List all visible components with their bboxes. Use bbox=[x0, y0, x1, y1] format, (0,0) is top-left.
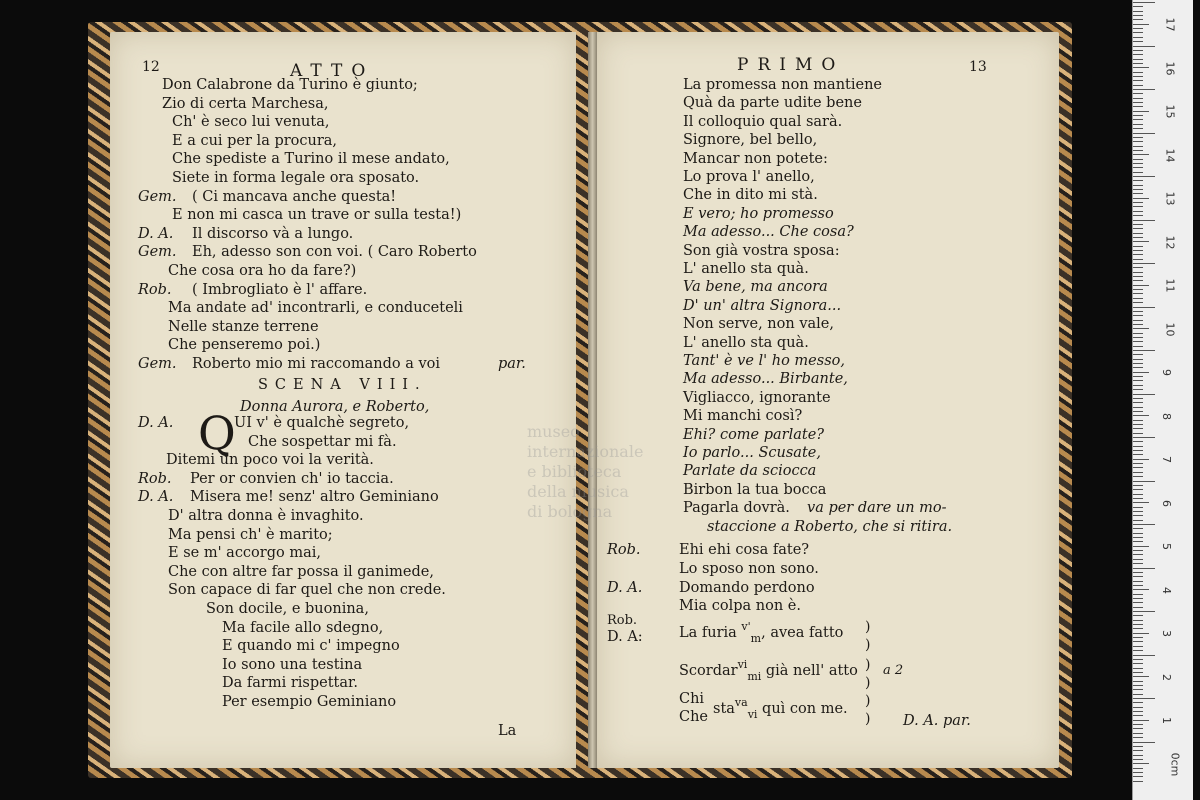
ruler-minor-tick bbox=[1133, 185, 1143, 186]
ruler-minor-tick bbox=[1133, 15, 1143, 16]
text-line: Per esempio Geminiano bbox=[222, 694, 397, 710]
ruler-minor-tick bbox=[1133, 502, 1149, 503]
ruler-tick bbox=[1133, 263, 1155, 264]
scene-heading: SCENA VIII. bbox=[258, 377, 427, 393]
text-line: Ehi? come parlate? bbox=[683, 426, 825, 443]
ruler-minor-tick bbox=[1133, 63, 1143, 64]
text-line: Che spediste a Turino il mese andato, bbox=[172, 151, 450, 168]
ruler-minor-tick bbox=[1133, 620, 1143, 621]
text-line: Son capace di far quel che non crede. bbox=[168, 582, 446, 599]
ruler-minor-tick bbox=[1133, 76, 1143, 77]
ruler-minor-tick bbox=[1133, 711, 1143, 712]
ruler-minor-tick bbox=[1133, 559, 1143, 560]
exit-direction: D. A. par. bbox=[903, 713, 971, 729]
ruler-minor-tick bbox=[1133, 755, 1143, 756]
speaker-label: Gem. bbox=[138, 356, 177, 372]
duet-speaker-2: D. A: bbox=[607, 629, 643, 645]
ruler-minor-tick bbox=[1133, 115, 1143, 116]
ruler-minor-tick bbox=[1133, 641, 1143, 642]
text-line: Siete in forma legale ora sposato. bbox=[172, 170, 420, 186]
ruler-label: 2 bbox=[1160, 673, 1173, 681]
ruler-minor-tick bbox=[1133, 337, 1143, 338]
ruler-minor-tick bbox=[1133, 467, 1143, 468]
ruler-minor-tick bbox=[1133, 585, 1143, 586]
ruler-minor-tick bbox=[1133, 498, 1143, 499]
text-line: Che cosa ora ho da fare?) bbox=[168, 263, 357, 279]
ruler-minor-tick bbox=[1133, 398, 1143, 399]
text-line: Son docile, e buonina, bbox=[206, 601, 369, 617]
ruler-minor-tick bbox=[1133, 93, 1143, 94]
ruler-minor-tick bbox=[1133, 424, 1143, 425]
text-line: Birbon la tua bocca bbox=[683, 481, 827, 498]
ruler-minor-tick bbox=[1133, 289, 1143, 290]
ruler-minor-tick bbox=[1133, 98, 1143, 99]
ruler-minor-tick bbox=[1133, 520, 1143, 521]
ruler-minor-tick bbox=[1133, 280, 1143, 281]
text-line: Zio di certa Marchesa, bbox=[162, 95, 329, 112]
ruler-minor-tick bbox=[1133, 6, 1143, 7]
ruler-minor-tick bbox=[1133, 572, 1143, 573]
ruler-minor-tick bbox=[1133, 254, 1143, 255]
ruler-minor-tick bbox=[1133, 137, 1143, 138]
text-line: Domando perdono bbox=[679, 579, 815, 596]
ruler-minor-tick bbox=[1133, 537, 1143, 538]
ruler-minor-tick bbox=[1133, 450, 1143, 451]
ruler-minor-tick bbox=[1133, 428, 1143, 429]
ruler-minor-tick bbox=[1133, 59, 1143, 60]
ruler-label: 15 bbox=[1163, 104, 1177, 119]
ruler-label: 14 bbox=[1163, 148, 1177, 162]
ruler-minor-tick bbox=[1133, 668, 1143, 669]
ruler-minor-tick bbox=[1133, 554, 1143, 555]
ruler-minor-tick bbox=[1133, 528, 1143, 529]
book-gutter bbox=[588, 32, 597, 768]
text-line: E non mi casca un trave or sulla testa!) bbox=[172, 207, 462, 224]
ruler-minor-tick bbox=[1133, 411, 1143, 412]
ruler-minor-tick bbox=[1133, 624, 1143, 625]
text-line: E a cui per la procura, bbox=[172, 132, 338, 149]
text-line: ( Imbrogliato è l' affare. bbox=[192, 281, 368, 298]
ruler-minor-tick bbox=[1133, 341, 1143, 342]
ruler-tick bbox=[1133, 568, 1155, 569]
ruler-minor-tick bbox=[1133, 259, 1143, 260]
text-line: Eh, adesso son con voi. ( Caro Roberto bbox=[192, 244, 477, 261]
text-line: Ch' è seco lui venuta, bbox=[172, 114, 330, 131]
ruler-minor-tick bbox=[1133, 485, 1143, 486]
ruler-minor-tick bbox=[1133, 224, 1143, 225]
ruler-minor-tick bbox=[1133, 715, 1143, 716]
ruler-minor-tick bbox=[1133, 54, 1143, 55]
a-due-marking: a 2 bbox=[883, 663, 904, 678]
ruler-minor-tick bbox=[1133, 385, 1143, 386]
text-line: ( Ci mancava anche questa! bbox=[192, 188, 397, 205]
ruler-minor-tick bbox=[1133, 607, 1143, 608]
ruler-minor-tick bbox=[1133, 594, 1143, 595]
text-line: Mancar non potete: bbox=[683, 150, 828, 167]
ruler-minor-tick bbox=[1133, 772, 1143, 773]
text-line: E quando mi c' impegno bbox=[222, 638, 400, 655]
ruler-minor-tick bbox=[1133, 372, 1149, 373]
ruler-minor-tick bbox=[1133, 702, 1143, 703]
text-line: staccione a Roberto, che si ritira. bbox=[707, 518, 953, 535]
text-line: Parlate da sciocca bbox=[683, 463, 817, 480]
ruler-tick bbox=[1133, 176, 1155, 177]
text-line: Tant' è ve l' ho messo, bbox=[683, 353, 845, 369]
ruler-label: 16 bbox=[1163, 61, 1177, 75]
ruler-minor-tick bbox=[1133, 380, 1143, 381]
ruler-minor-tick bbox=[1133, 615, 1143, 616]
ruler-minor-tick bbox=[1133, 746, 1143, 747]
ruler-minor-tick bbox=[1133, 237, 1143, 238]
ruler-minor-tick bbox=[1133, 441, 1143, 442]
ruler-minor-tick bbox=[1133, 768, 1143, 769]
duet-line-1: La furia $^{v'}_m$, avea fatto bbox=[679, 620, 844, 645]
ruler-label: 7 bbox=[1160, 456, 1173, 463]
page-number-right: 13 bbox=[969, 59, 987, 75]
ruler-minor-tick bbox=[1133, 363, 1143, 364]
ruler-minor-tick bbox=[1133, 215, 1143, 216]
duet-line-3a: Chi bbox=[679, 691, 705, 707]
ruler-minor-tick bbox=[1133, 728, 1143, 729]
text-line: Son già vostra sposa: bbox=[683, 242, 840, 259]
ruler-label: 12 bbox=[1163, 235, 1177, 249]
ruler-minor-tick bbox=[1133, 146, 1143, 147]
ruler-label: 11 bbox=[1163, 278, 1177, 293]
running-head-left: ATTO bbox=[290, 61, 375, 81]
ruler-label: 17 bbox=[1163, 17, 1177, 32]
duet-line-3-verb: sta$^{va}_{vi}$ quì con me. bbox=[713, 696, 848, 721]
ruler-minor-tick bbox=[1133, 650, 1143, 651]
ruler-minor-tick bbox=[1133, 633, 1149, 634]
ruler-minor-tick bbox=[1133, 163, 1143, 164]
speaker-label: Gem. bbox=[138, 244, 177, 261]
ruler-minor-tick bbox=[1133, 402, 1143, 403]
ruler-minor-tick bbox=[1133, 180, 1143, 181]
text-line: Quà da parte udite bene bbox=[683, 95, 862, 112]
speaker-label: D. A. bbox=[138, 415, 174, 431]
ruler-label: 8 bbox=[1160, 412, 1173, 420]
catchword: La bbox=[498, 723, 517, 739]
speaker-label: D. A. bbox=[138, 489, 174, 506]
text-line: Don Calabrone da Turino è giunto; bbox=[162, 77, 418, 93]
text-line: Che sospettar mi fà. bbox=[248, 433, 397, 450]
right-page bbox=[527, 32, 1059, 768]
brace-2: ) ) bbox=[865, 657, 871, 691]
ruler-minor-tick bbox=[1133, 198, 1149, 199]
ruler-label: 9 bbox=[1160, 369, 1173, 376]
ruler-minor-tick bbox=[1133, 72, 1143, 73]
ruler-minor-tick bbox=[1133, 324, 1143, 325]
ruler-tick bbox=[1133, 394, 1155, 395]
left-page bbox=[110, 32, 576, 768]
ruler-minor-tick bbox=[1133, 333, 1143, 334]
ruler-minor-tick bbox=[1133, 367, 1143, 368]
ruler-minor-tick bbox=[1133, 672, 1143, 673]
text-line: Che con altre far possa il ganimede, bbox=[168, 563, 434, 580]
ruler-label: 4 bbox=[1160, 586, 1173, 594]
page-number-left: 12 bbox=[142, 59, 160, 75]
ruler-minor-tick bbox=[1133, 154, 1149, 155]
ruler-tick bbox=[1133, 611, 1155, 612]
text-line: Signore, bel bello, bbox=[683, 132, 818, 149]
ruler-minor-tick bbox=[1133, 546, 1149, 547]
ruler-minor-tick bbox=[1133, 733, 1143, 734]
ruler-minor-tick bbox=[1133, 211, 1143, 212]
ruler-minor-tick bbox=[1133, 463, 1143, 464]
ruler-minor-tick bbox=[1133, 315, 1143, 316]
ruler-minor-tick bbox=[1133, 576, 1143, 577]
ruler-minor-tick bbox=[1133, 720, 1149, 721]
ruler-minor-tick bbox=[1133, 233, 1143, 234]
text-line: Mi manchi così? bbox=[683, 408, 803, 425]
ruler-minor-tick bbox=[1133, 389, 1143, 390]
text-line: E se m' accorgo mai, bbox=[168, 545, 321, 562]
ruler-minor-tick bbox=[1133, 489, 1143, 490]
speaker-label: D. A. bbox=[138, 225, 174, 242]
ruler-minor-tick bbox=[1133, 19, 1143, 20]
ruler-minor-tick bbox=[1133, 433, 1143, 434]
ruler-minor-tick bbox=[1133, 637, 1143, 638]
ruler-minor-tick bbox=[1133, 250, 1143, 251]
ruler-minor-tick bbox=[1133, 302, 1143, 303]
ruler-tick bbox=[1133, 481, 1155, 482]
ruler-minor-tick bbox=[1133, 454, 1143, 455]
ruler-minor-tick bbox=[1133, 32, 1143, 33]
ruler-minor-tick bbox=[1133, 476, 1143, 477]
ruler-label: 6 bbox=[1160, 499, 1173, 507]
ruler-minor-tick bbox=[1133, 193, 1143, 194]
text-line: Non serve, non vale, bbox=[683, 316, 834, 333]
ruler-minor-tick bbox=[1133, 272, 1143, 273]
ruler-minor-tick bbox=[1133, 189, 1143, 190]
ruler-minor-tick bbox=[1133, 111, 1149, 112]
ruler-minor-tick bbox=[1133, 67, 1149, 68]
text-line: L' anello sta quà. bbox=[683, 334, 809, 351]
ruler-minor-tick bbox=[1133, 150, 1143, 151]
text-line: Lo prova l' anello, bbox=[683, 169, 815, 185]
text-line: Ma adesso... Birbante, bbox=[683, 371, 848, 388]
ruler-minor-tick bbox=[1133, 724, 1143, 725]
duet-speaker-1: Rob. bbox=[607, 613, 638, 628]
ruler-minor-tick bbox=[1133, 106, 1143, 107]
ruler-minor-tick bbox=[1133, 676, 1149, 677]
library-watermark: museo internazionale e biblioteca della musica di bologna bbox=[527, 422, 644, 521]
text-line: D' un' altra Signora... bbox=[683, 297, 842, 314]
text-line: Ehi ehi cosa fate? bbox=[679, 542, 810, 558]
ruler-minor-tick bbox=[1133, 241, 1149, 242]
ruler-minor-tick bbox=[1133, 511, 1143, 512]
text-line: Che in dito mi stà. bbox=[683, 187, 818, 204]
ruler-minor-tick bbox=[1133, 646, 1143, 647]
drop-cap: Q bbox=[198, 406, 236, 460]
duet-line-2: Scordar$^{vi}_{mi}$ già nell' atto bbox=[679, 658, 858, 683]
ruler-minor-tick bbox=[1133, 376, 1143, 377]
ruler-minor-tick bbox=[1133, 694, 1143, 695]
ruler-minor-tick bbox=[1133, 124, 1143, 125]
ruler-minor-tick bbox=[1133, 581, 1143, 582]
ruler-minor-tick bbox=[1133, 659, 1143, 660]
ruler-minor-tick bbox=[1133, 346, 1143, 347]
scene-characters: Donna Aurora, e Roberto, bbox=[240, 399, 430, 415]
text-line: Vigliacco, ignorante bbox=[683, 389, 831, 406]
ruler-minor-tick bbox=[1133, 407, 1143, 408]
ruler-tick bbox=[1133, 437, 1155, 438]
ruler-label: 1 bbox=[1160, 717, 1173, 724]
ruler-minor-tick bbox=[1133, 167, 1143, 168]
ruler-minor-tick bbox=[1133, 628, 1143, 629]
ruler-minor-tick bbox=[1133, 707, 1143, 708]
text-line: UI v' è qualchè segreto, bbox=[234, 415, 410, 431]
ruler-minor-tick bbox=[1133, 541, 1143, 542]
ruler-minor-tick bbox=[1133, 24, 1149, 25]
ruler-minor-tick bbox=[1133, 759, 1143, 760]
ruler-minor-tick bbox=[1133, 328, 1149, 329]
ruler-minor-tick bbox=[1133, 276, 1143, 277]
ruler-minor-tick bbox=[1133, 663, 1143, 664]
ruler-minor-tick bbox=[1133, 159, 1143, 160]
ruler-minor-tick bbox=[1133, 119, 1143, 120]
text-line: Che penseremo poi.) bbox=[168, 337, 321, 354]
text-line: Roberto mio mi raccomando a voi bbox=[192, 356, 441, 372]
running-head-right: PRIMO bbox=[737, 55, 845, 75]
ruler-minor-tick bbox=[1133, 598, 1143, 599]
ruler-tick bbox=[1133, 350, 1155, 351]
ruler-minor-tick bbox=[1133, 563, 1143, 564]
ruler-minor-tick bbox=[1133, 602, 1143, 603]
ruler-minor-tick bbox=[1133, 202, 1143, 203]
ruler-minor-tick bbox=[1133, 589, 1149, 590]
ruler-minor-tick bbox=[1133, 685, 1143, 686]
ruler-minor-tick bbox=[1133, 80, 1143, 81]
ruler-minor-tick bbox=[1133, 354, 1143, 355]
ruler-minor-tick bbox=[1133, 206, 1143, 207]
stage-direction: va per dare un mo- bbox=[807, 500, 947, 517]
measuring-ruler bbox=[1132, 0, 1193, 800]
ruler-minor-tick bbox=[1133, 141, 1143, 142]
text-line: Nelle stanze terrene bbox=[168, 318, 319, 335]
text-line: Ma facile allo sdegno, bbox=[222, 619, 384, 636]
ruler-minor-tick bbox=[1133, 293, 1143, 294]
text-line: D' altra donna è invaghito. bbox=[168, 508, 364, 524]
ruler-tick bbox=[1133, 307, 1155, 308]
ruler-label: 13 bbox=[1163, 191, 1177, 206]
ruler-label: 5 bbox=[1160, 543, 1173, 550]
ruler-minor-tick bbox=[1133, 298, 1143, 299]
speaker-label: Rob. bbox=[607, 542, 641, 558]
ruler-label: 3 bbox=[1160, 630, 1173, 637]
ruler-tick bbox=[1133, 655, 1155, 656]
ruler-minor-tick bbox=[1133, 507, 1143, 508]
ruler-minor-tick bbox=[1133, 172, 1143, 173]
text-line: Va bene, ma ancora bbox=[683, 279, 828, 296]
text-line: Per or convien ch' io taccia. bbox=[190, 470, 394, 487]
ruler-minor-tick bbox=[1133, 311, 1143, 312]
ruler-minor-tick bbox=[1133, 41, 1143, 42]
ruler-minor-tick bbox=[1133, 459, 1149, 460]
ruler-minor-tick bbox=[1133, 359, 1143, 360]
ruler-minor-tick bbox=[1133, 681, 1143, 682]
text-line: Ma andate ad' incontrarli, e conduceteli bbox=[168, 300, 463, 317]
text-line: Il discorso và a lungo. bbox=[192, 225, 354, 242]
ruler-minor-tick bbox=[1133, 515, 1143, 516]
ruler-label: 10 bbox=[1163, 322, 1177, 336]
ruler-minor-tick bbox=[1133, 246, 1143, 247]
ruler-tick bbox=[1133, 742, 1155, 743]
ruler-tick bbox=[1133, 46, 1155, 47]
ruler-tick bbox=[1133, 220, 1155, 221]
ruler-minor-tick bbox=[1133, 28, 1143, 29]
text-line: La promessa non mantiene bbox=[683, 77, 883, 93]
ruler-minor-tick bbox=[1133, 11, 1143, 12]
text-line: Ma adesso... Che cosa? bbox=[683, 224, 854, 241]
text-line: Da farmi rispettar. bbox=[222, 675, 358, 692]
text-line: Misera me! senz' altro Geminiano bbox=[190, 489, 439, 506]
speaker-label: D. A. bbox=[607, 579, 643, 596]
ruler-minor-tick bbox=[1133, 320, 1143, 321]
ruler-minor-tick bbox=[1133, 750, 1143, 751]
ruler-minor-tick bbox=[1133, 472, 1143, 473]
text-line: Mia colpa non è. bbox=[679, 598, 801, 615]
text-line: E vero; ho promesso bbox=[683, 205, 834, 222]
duet-line-3b: Che bbox=[679, 709, 709, 725]
ruler-minor-tick bbox=[1133, 285, 1149, 286]
ruler-tick bbox=[1133, 133, 1155, 134]
text-line: Ma pensi ch' è marito; bbox=[168, 526, 333, 543]
ruler-minor-tick bbox=[1133, 267, 1143, 268]
ruler-tick bbox=[1133, 89, 1155, 90]
text-line: Pagarla dovrà. bbox=[683, 500, 790, 517]
ruler-minor-tick bbox=[1133, 550, 1143, 551]
ruler-minor-tick bbox=[1133, 776, 1143, 777]
ruler-minor-tick bbox=[1133, 415, 1149, 416]
speaker-label: Rob. bbox=[138, 470, 172, 487]
ruler-minor-tick bbox=[1133, 763, 1149, 764]
text-line: Io sono una testina bbox=[222, 656, 363, 673]
speaker-label: Gem. bbox=[138, 188, 177, 205]
text-line: L' anello sta quà. bbox=[683, 261, 809, 277]
ruler-minor-tick bbox=[1133, 494, 1143, 495]
ruler-minor-tick bbox=[1133, 533, 1143, 534]
ruler-tick bbox=[1133, 524, 1155, 525]
text-line: Lo sposo non sono. bbox=[679, 560, 819, 577]
ruler-minor-tick bbox=[1133, 228, 1143, 229]
ruler-minor-tick bbox=[1133, 37, 1143, 38]
ruler-minor-tick bbox=[1133, 50, 1143, 51]
ruler-minor-tick bbox=[1133, 420, 1143, 421]
speaker-label: Rob. bbox=[138, 281, 172, 298]
ruler-minor-tick bbox=[1133, 446, 1143, 447]
ruler-minor-tick bbox=[1133, 102, 1143, 103]
stage-direction: par. bbox=[498, 356, 526, 372]
ruler-label: 0cm bbox=[1168, 752, 1182, 776]
brace-1: ) ) bbox=[865, 619, 871, 653]
ruler-tick bbox=[1133, 2, 1155, 3]
text-line: Il colloquio qual sarà. bbox=[683, 113, 843, 130]
ruler-minor-tick bbox=[1133, 737, 1143, 738]
ruler-minor-tick bbox=[1133, 128, 1143, 129]
ruler-minor-tick bbox=[1133, 85, 1143, 86]
ruler-minor-tick bbox=[1133, 781, 1143, 782]
brace-3: ) ) bbox=[865, 693, 871, 727]
text-line: Ditemi un poco voi la verità. bbox=[166, 452, 374, 469]
ruler-minor-tick bbox=[1133, 689, 1143, 690]
ruler-tick bbox=[1133, 698, 1155, 699]
text-line: Io parlo... Scusate, bbox=[683, 445, 821, 461]
